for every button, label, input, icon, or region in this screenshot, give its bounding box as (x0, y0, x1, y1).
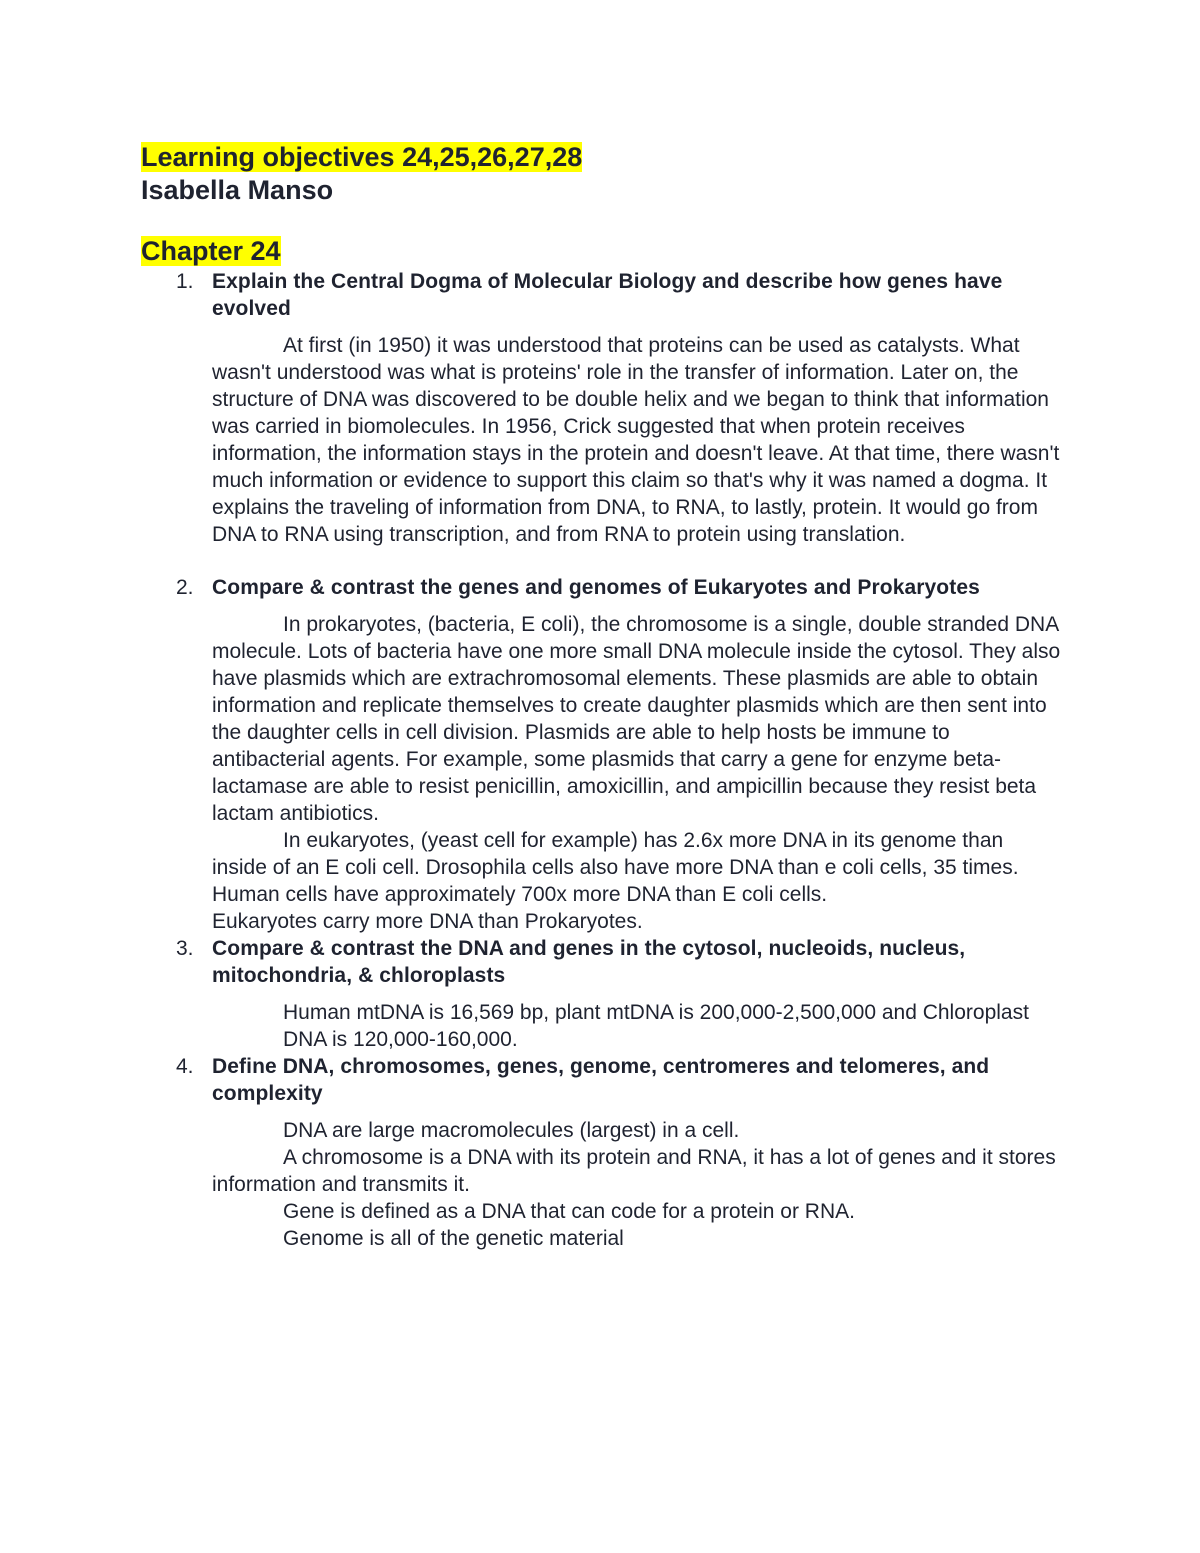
objectives-list (0, 268, 1200, 1252)
author-name: Isabella Manso (141, 175, 334, 205)
document-title (141, 141, 582, 173)
chapter-heading (141, 235, 281, 267)
item-answer (212, 1117, 1062, 1252)
answer-paragraph: Genome is all of the genetic material (283, 1227, 624, 1250)
answer-paragraph: Human mtDNA is 16,569 bp, plant mtDNA is 200,000-2,500,000 and Chloroplast DNA is 120,000-160,000. (283, 1001, 1029, 1051)
item-number: 2. (176, 576, 194, 599)
answer-paragraph: DNA are large macromolecules (largest) in a cell. (283, 1119, 740, 1142)
answer-paragraph: Eukaryotes carry more DNA than Prokaryotes. (212, 910, 643, 933)
title-highlight: Learning objectives 24,25,26,27,28 (141, 142, 583, 172)
item-question: Compare & contrast the DNA and genes in the cytosol, nucleoids, nucleus, mitochondria, & chloroplasts (212, 937, 966, 987)
item-number: 3. (176, 937, 194, 960)
item-answer (212, 999, 1062, 1053)
list-item (0, 268, 1062, 548)
list-item (0, 1053, 1062, 1252)
item-answer (212, 332, 1062, 548)
item-answer (212, 611, 1062, 935)
answer-paragraph: Gene is defined as a DNA that can code for a protein or RNA. (283, 1200, 855, 1223)
chapter-highlight: Chapter 24 (141, 236, 281, 266)
item-number: 4. (176, 1055, 194, 1078)
item-number: 1. (176, 270, 194, 293)
answer-paragraph: In eukaryotes, (yeast cell for example) has 2.6x more DNA in its genome than inside of an E coli cell. Drosophila cells also have more DNA than e coli cells, 35 times. Human cells have approximately 700x more DNA than E coli cells. (212, 829, 1019, 906)
answer-paragraph: At first (in 1950) it was understood that proteins can be used as catalysts. What wasn't understood was what is proteins' role in the transfer of information. Later on, the structure of DNA was discovered to be double helix and we began to think that information was carried in biomolecules. In 1956, Crick suggested that when protein receives information, the information stays in the protein and doesn't leave. At that time, there wasn't much information or evidence to support this claim so that's why it was named a dogma. It explains the traveling of information from DNA, to RNA, to lastly, protein. It would go from DNA to RNA using transcription, and from RNA to protein using translation. (212, 334, 1060, 546)
item-question: Explain the Central Dogma of Molecular Biology and describe how genes have evolved (212, 270, 1003, 320)
item-question: Define DNA, chromosomes, genes, genome, centromeres and telomeres, and complexity (212, 1055, 990, 1105)
answer-paragraph: A chromosome is a DNA with its protein and RNA, it has a lot of genes and it stores information and transmits it. (212, 1146, 1056, 1196)
list-item (0, 935, 1062, 1053)
list-item (0, 574, 1062, 935)
answer-paragraph: In prokaryotes, (bacteria, E coli), the chromosome is a single, double stranded DNA molecule. Lots of bacteria have one more small DNA molecule inside the cytosol. They also have plasmids which are extrachromosomal elements. These plasmids are able to obtain information and replicate themselves to create daughter plasmids which are then sent into the daughter cells in cell division. Plasmids are able to help hosts be immune to antibacterial agents. For example, some plasmids that carry a gene for enzyme beta-lactamase are able to resist penicillin, amoxicillin, and ampicillin because they resist beta lactam antibiotics. (212, 613, 1061, 825)
item-question: Compare & contrast the genes and genomes of Eukaryotes and Prokaryotes (212, 576, 980, 599)
